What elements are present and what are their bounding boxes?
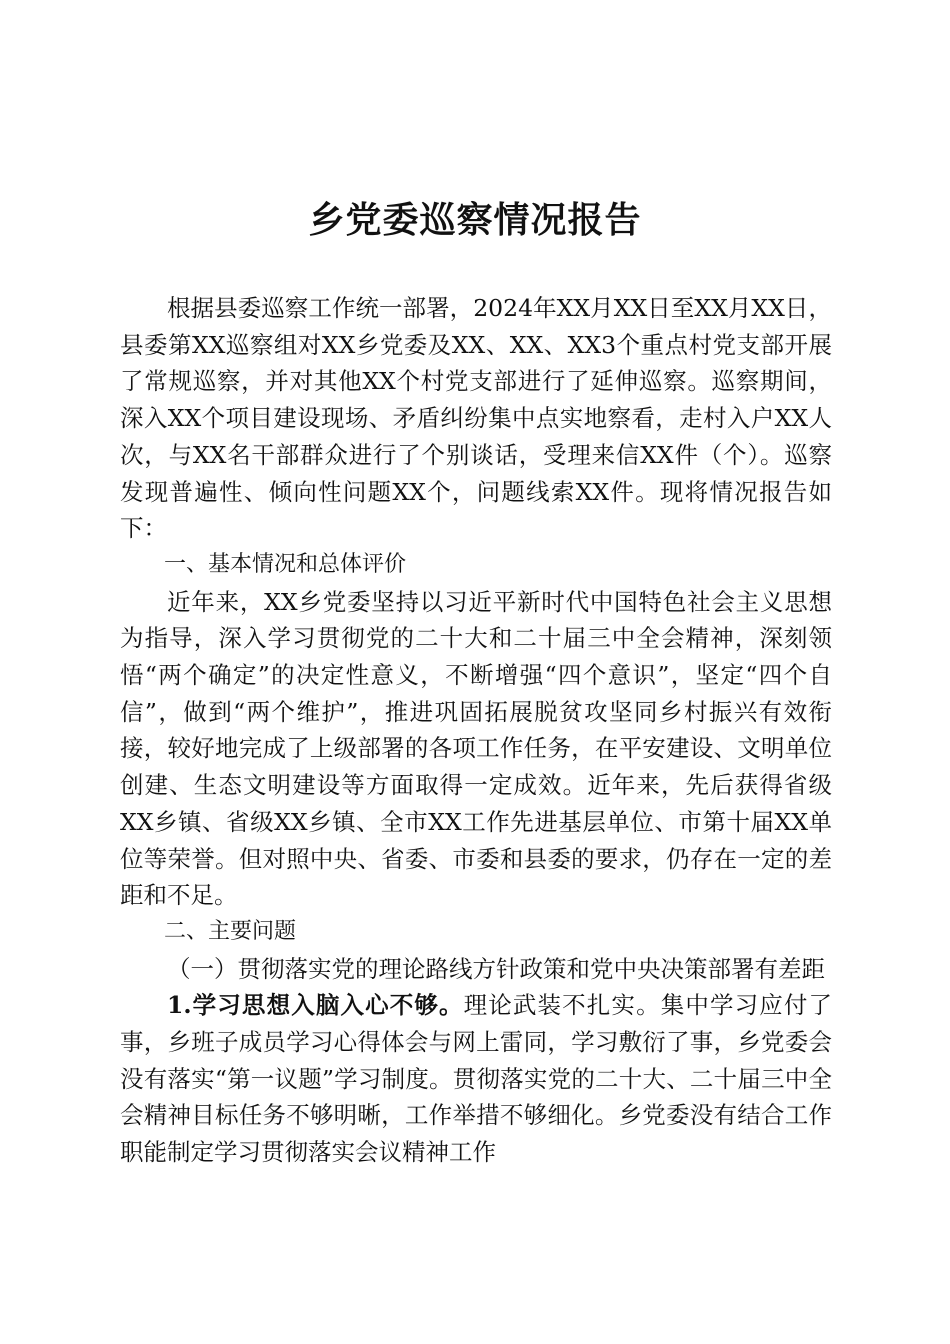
- intro-paragraph: 根据县委巡察工作统一部署，2024年XX月XX日至XX月XX日，县委第XX巡察组对XX乡党委及XX、XX、XX3个重点村党支部开展了常规巡察，并对其他XX个村党支部进行了延伸巡察。巡察期间，深入XX个项目建设现场、矛盾纠纷集中点实地察看，走村入户XX人次，与XX名干部群众进行了个别谈话，受理来信XX件（个）。巡察发现普遍性、倾向性问题XX个，问题线索XX件。现将情况报告如下：: [120, 294, 832, 543]
- item-1-body: 理论武装不扎实。集中学习应付了事，乡班子成员学习心得体会与网上雷同，学习敷衍了事，乡党委会没有落实“第一议题”学习制度。贯彻落实党的二十大、二十届三中全会精神目标任务不够明晰，工作举措不够细化。乡党委没有结合工作职能制定学习贯彻落实会议精神工作: [120, 991, 832, 1167]
- document-title: 乡党委巡察情况报告: [308, 199, 642, 241]
- document-body: [120, 290, 832, 1171]
- section-heading-overview: 一、基本情况和总体评价: [164, 551, 407, 577]
- overview-paragraph: 近年来，XX乡党委坚持以习近平新时代中国特色社会主义思想为指导，深入学习贯彻党的二十大和二十届三中全会精神，深刻领悟“两个确定”的决定性意义，不断增强“四个意识”，坚定“四个自信”，做到“两个维护”，推进巩固拓展脱贫攻坚同乡村振兴有效衔接，较好地完成了上级部署的各项工作任务，在平安建设、文明单位创建、生态文明建设等方面取得一定成效。近年来，先后获得省级XX乡镇、省级XX乡镇、全市XX工作先进基层单位、市第十届XX单位等荣誉。但对照中央、省委、市委和县委的要求，仍存在一定的差距和不足。: [120, 587, 832, 910]
- section-heading-main-problems: 二、主要问题: [164, 918, 297, 944]
- subsection-heading-1: （一）贯彻落实党的理论路线方针政策和党中央决策部署有差距: [167, 954, 825, 983]
- item-1-paragraph: [120, 987, 832, 1171]
- item-1-lead: 1.学习思想入脑入心不够。: [167, 991, 464, 1020]
